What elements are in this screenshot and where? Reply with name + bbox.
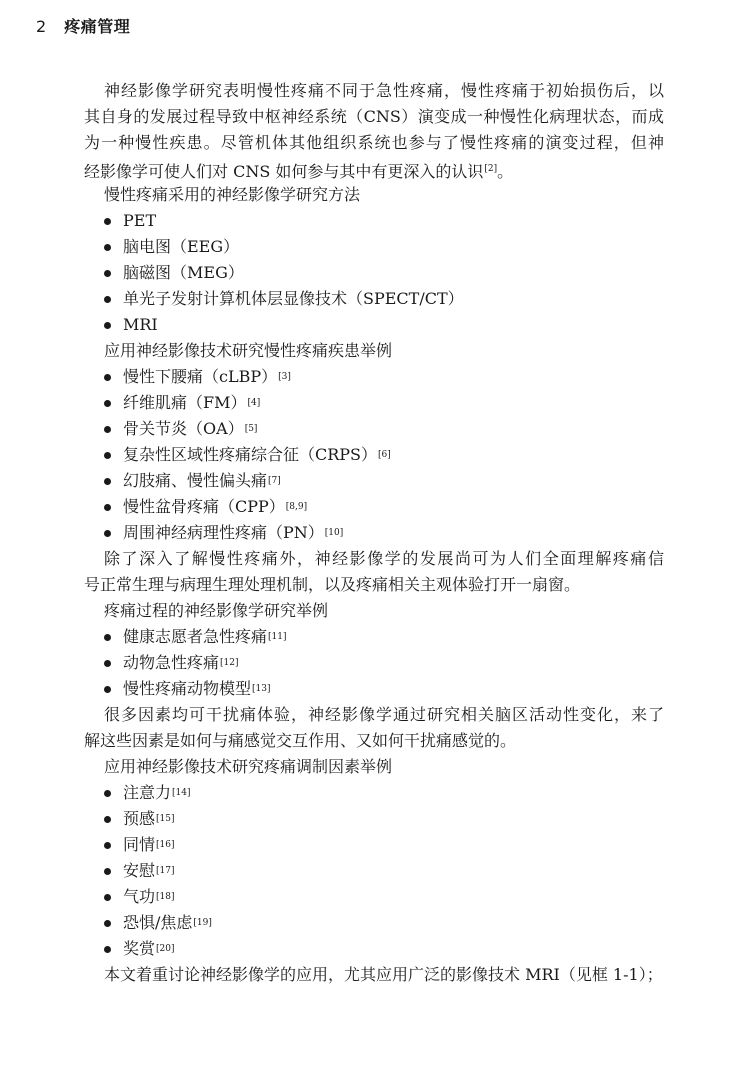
bullet-icon [104,894,111,901]
citation: [16] [156,840,175,850]
bullet-icon [104,400,111,407]
list-item-text: 恐惧/焦虑 [123,913,193,932]
list-item [104,936,730,962]
list-item-text: 安慰 [123,861,156,880]
bullet-icon [104,842,111,849]
para1-end: 。 [497,162,514,181]
list-item-text: MRI [123,315,158,334]
bullet-icon [104,374,111,381]
list-item [104,312,730,338]
list-item [104,676,730,702]
para1-line-4-text: 经影像学可使人们对 CNS 如何参与其中有更深入的认识 [84,162,484,181]
bullet-icon [104,868,111,875]
citation: [20] [156,944,175,954]
list-item-text: 动物急性疼痛 [123,653,220,672]
list-item [104,494,730,520]
list-item [104,286,730,312]
list-item-text: 骨关节炎（OA） [123,419,244,438]
list-item-text: 同情 [123,835,156,854]
bullet-icon [104,322,111,329]
bullet-icon [104,452,111,459]
list-item [104,884,730,910]
list-item-text: 周围神经病理性疼痛（PN） [123,523,324,542]
list-item-text: 慢性盆骨疼痛（CPP） [123,497,285,516]
list-item [104,650,730,676]
para4-line-1: 本文着重讨论神经影像学的应用，尤其应用广泛的影像技术 MRI（见框 1-1）； [104,965,663,984]
citation: [3] [278,372,291,382]
running-title: 疼痛管理 [64,17,131,36]
list-item-text: 奖赏 [123,939,156,958]
list-item-text: PET [123,211,157,230]
para1-line-3: 为一种慢性疾患。尽管机体其他组织系统也参与了慢性疼痛的演变过程，但神 [84,133,664,152]
citation: [2] [484,164,498,174]
citation: [7] [268,476,281,486]
citation: [6] [378,450,391,460]
citation: [10] [324,528,344,538]
list-item-text: 幻肢痛、慢性偏头痛 [123,471,268,490]
bullet-icon [104,530,111,537]
list-item-text: 健康志愿者急性疼痛 [123,627,268,646]
page-header [36,14,130,37]
list-item [104,390,730,416]
list-item [104,910,730,936]
list-item-text: 脑电图（EEG） [123,237,240,256]
list-item [104,520,730,546]
bullet-icon [104,244,111,251]
page-body [0,78,730,988]
list-item-text: 注意力 [123,783,172,802]
citation: [11] [268,632,287,642]
list-item [104,234,730,260]
citation: [17] [156,866,175,876]
page-number: 2 [36,17,47,36]
list-item [104,780,730,806]
list-item [104,832,730,858]
bullet-icon [104,686,111,693]
list-item-text: 预感 [123,809,156,828]
para2-line-2: 号正常生理与病理生理处理机制，以及疼痛相关主观体验打开一扇窗。 [84,575,581,594]
list-item [104,442,730,468]
citation: [4] [247,398,261,408]
para1-line-1: 神经影像学研究表明慢性疼痛不同于急性疼痛，慢性疼痛于初始损伤后，以 [104,81,664,100]
bullet-icon [104,478,111,485]
list3-heading: 疼痛过程的神经影像学研究举例 [104,601,329,620]
citation: [15] [156,814,175,824]
citation: [5] [244,424,258,434]
list-item [104,416,730,442]
list-item [104,624,730,650]
list-item-text: 纤维肌痛（FM） [123,393,247,412]
citation: [14] [172,788,191,798]
bullet-icon [104,504,111,511]
bullet-icon [104,634,111,641]
list-item-text: 复杂性区域性疼痛综合征（CRPS） [123,445,378,464]
list-item-text: 脑磁图（MEG） [123,263,244,282]
bullet-icon [104,426,111,433]
citation: [8,9] [285,502,308,512]
para1-line-2: 其自身的发展过程导致中枢神经系统（CNS）演变成一种慢性化病理状态，而成 [84,107,664,126]
para3-line-1: 很多因素均可干扰痛体验，神经影像学通过研究相关脑区活动性变化，来了 [104,705,664,724]
list1-heading: 慢性疼痛采用的神经影像学研究方法 [104,185,361,204]
bullet-icon [104,790,111,797]
para3-line-2: 解这些因素是如何与痛感觉交互作用、又如何干扰痛感觉的。 [84,731,517,750]
list-item [104,364,730,390]
bullet-icon [104,816,111,823]
para1-line-4 [84,156,664,182]
list-item-text: 慢性下腰痛（cLBP） [123,367,278,386]
list-item-text: 气功 [123,887,156,906]
list-item-text: 单光子发射计算机体层显像技术（SPECT/CT） [123,289,464,308]
para2-line-1: 除了深入了解慢性疼痛外，神经影像学的发展尚可为人们全面理解疼痛信 [104,549,664,568]
list-item [104,208,730,234]
bullet-icon [104,218,111,225]
bullet-icon [104,946,111,953]
bullet-icon [104,920,111,927]
list-item-text: 慢性疼痛动物模型 [123,679,252,698]
list-item [104,468,730,494]
list-item [104,858,730,884]
bullet-icon [104,660,111,667]
list-item [104,806,730,832]
list2-heading: 应用神经影像技术研究慢性疼痛疾患举例 [104,341,393,360]
citation: [19] [193,918,212,928]
list4-heading: 应用神经影像技术研究疼痛调制因素举例 [104,757,393,776]
bullet-icon [104,296,111,303]
citation: [13] [252,684,271,694]
citation: [18] [156,892,175,902]
citation: [12] [220,658,239,668]
list-item [104,260,730,286]
bullet-icon [104,270,111,277]
